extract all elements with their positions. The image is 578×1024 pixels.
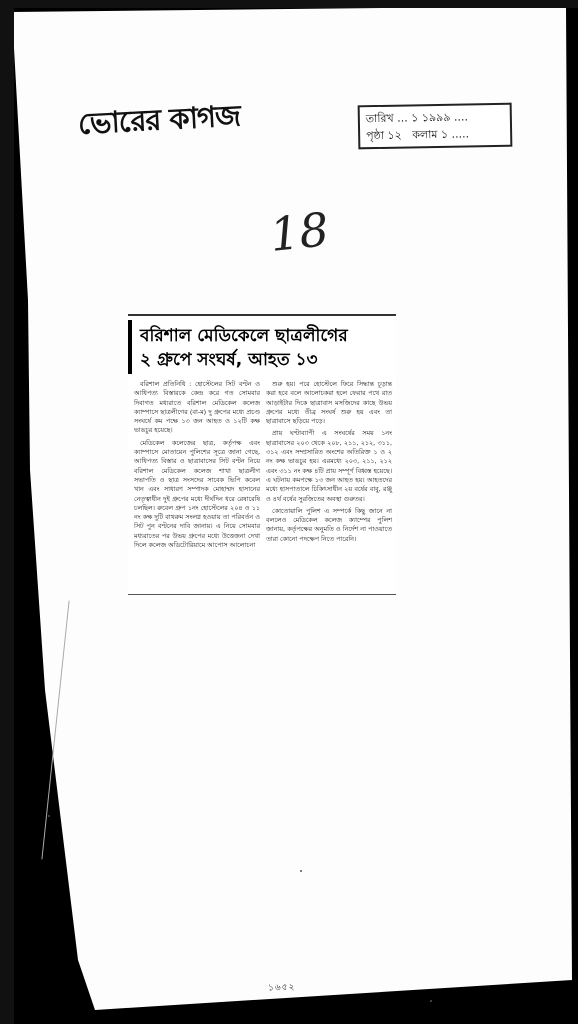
column-label: কলাম: [412, 127, 438, 142]
paragraph: শুরু হয়। পরে হোস্টেলে ফিরে সিদ্ধান্ত চূড়ান্ত করা হবে বলে আলোচকরা হলে ফেরার পথে রাত আড়াইটার দিকে ছাত্রাবাস মসজিদের কাছে উভয় গ্রুপের মধ্যে তীব্র সংঘর্ষ শুরু হয় এবং তা ছাত্রাবাসে ছড়িয়ে পড়ে।: [266, 380, 392, 426]
page-label: পৃষ্ঠা: [366, 128, 385, 143]
headline-line-1: বরিশাল মেডিকেলে ছাত্রলীগের: [140, 326, 348, 346]
article-column-1: [134, 380, 260, 553]
bottom-stamp: ১৬৫২: [267, 982, 296, 994]
scan-edge-top: [0, 0, 578, 8]
news-clipping: [128, 314, 396, 595]
article-column-2: [266, 380, 392, 553]
dust-speck: [430, 1000, 432, 1002]
dust-speck: [48, 815, 50, 817]
page-value: ১২: [387, 128, 402, 142]
newspaper-masthead: ভোরের কাগজ: [77, 98, 241, 141]
paragraph: কোতোয়ালি পুলিশ এ সম্পর্কে কিছু জানে না বললেও মেডিকেল কলেজ ক্যাম্পের পুলিশ জানায়, কর্তৃপক্ষের অনুমতি ও নির্দেশ না পাওয়াতে তারা কোনো পদক্ষেপ নিতে পারেনি।: [266, 506, 392, 543]
handwritten-number: 18: [267, 202, 332, 262]
headline-line-2: ২ গ্রুপে সংঘর্ষ, আহত ১৩: [140, 350, 318, 370]
date-value: ... ১ ১৯৯৯ ....: [397, 110, 468, 125]
article-headline: [128, 320, 396, 374]
column-value: ১ .....: [440, 127, 470, 141]
date-label: তারিখ: [365, 111, 394, 126]
paragraph: মেডিকেল কলেজের ছাত্র, কর্তৃপক্ষ এবং ক্যাম্পাসে মোতায়েন পুলিশের সূত্রে জানা গেছে, আধিপত্য বিস্তার ও ছাত্রাবাসের সিট বণ্টন নিয়ে বরিশাল মেডিকেল কলেজ শাখা ছাত্রলীগ সভাপতি ও ছাত্র সংসদের সাবেক ভিপি কবেল খান এবং সাধারণ সম্পাদক মোহাম্মদ হাসানের নেতৃত্বাধীন দুই গ্রুপের মধ্যে দীর্ঘদিন ধরে রেষারেষি চলছিল। রুবেল গ্রুপ ১নং হোস্টেলের ২০৪ ও ১১ নং কক্ষ দুটি বাথরুম সংলগ্ন হওয়ায় তা পরিবর্তন ও সিট পুন বণ্টনের দাবি জানায়। এ নিয়ে সোমবার মধ্যরাতের পর উভয় গ্রুপের মধ্যে উত্তেজনা দেখা দিলে কলেজ অডিটোরিয়ামে আপোস আলোচনা: [134, 438, 260, 550]
paragraph: বরিশাল প্রতিনিধি : হোস্টেলের সিট বণ্টন ও আধিপত্য বিস্তারকে কেন্দ্র করে গত সোমবার দিবাগত মধ্যরাতে বরিশাল মেডিকেল কলেজ ক্যাম্পাসে ছাত্রলীগের (বা-ম) দু গ্রুপের মধ্যে প্রচণ্ড সংঘর্ষে কম পক্ষে ১৩ জন আহত ও ১২টি কক্ষ ভাঙচুর হয়েছে।: [134, 380, 260, 435]
page-column-row: [366, 125, 504, 144]
dust-speck: [300, 870, 302, 872]
paragraph: প্রায় ঘণ্টাব্যাপী এ সংঘর্ষের সময় ১নং ছাত্রাবাসের ২০৩ থেকে ২০৮, ২১১, ২১২, ৩১১, ৩১২ এবং সম্প্রসারিত অংশের অতিরিক্ত ১ ও ২ নং কক্ষ ভাঙচুর হয়। এরমধ্যে ২০৩, ২১১, ২১২ এবং ৩১১ নং কক্ষ ৪টি প্রায় সম্পূর্ণ বিধ্বস্ত হয়েছে। এ ঘটনায় কমপক্ষে ১৩ জন আহত হয়। আহতদের মধ্যে হাসপাতালে চিকিৎসাধীন ২য় বর্ষের বাবু, রঞ্জু ও ৪র্থ বর্ষের সুরজিতের অবস্থা গুরুতর।: [266, 429, 392, 503]
date-stamp: [358, 103, 513, 150]
scan-edge-left: [0, 0, 14, 1024]
article-body: [128, 374, 396, 553]
